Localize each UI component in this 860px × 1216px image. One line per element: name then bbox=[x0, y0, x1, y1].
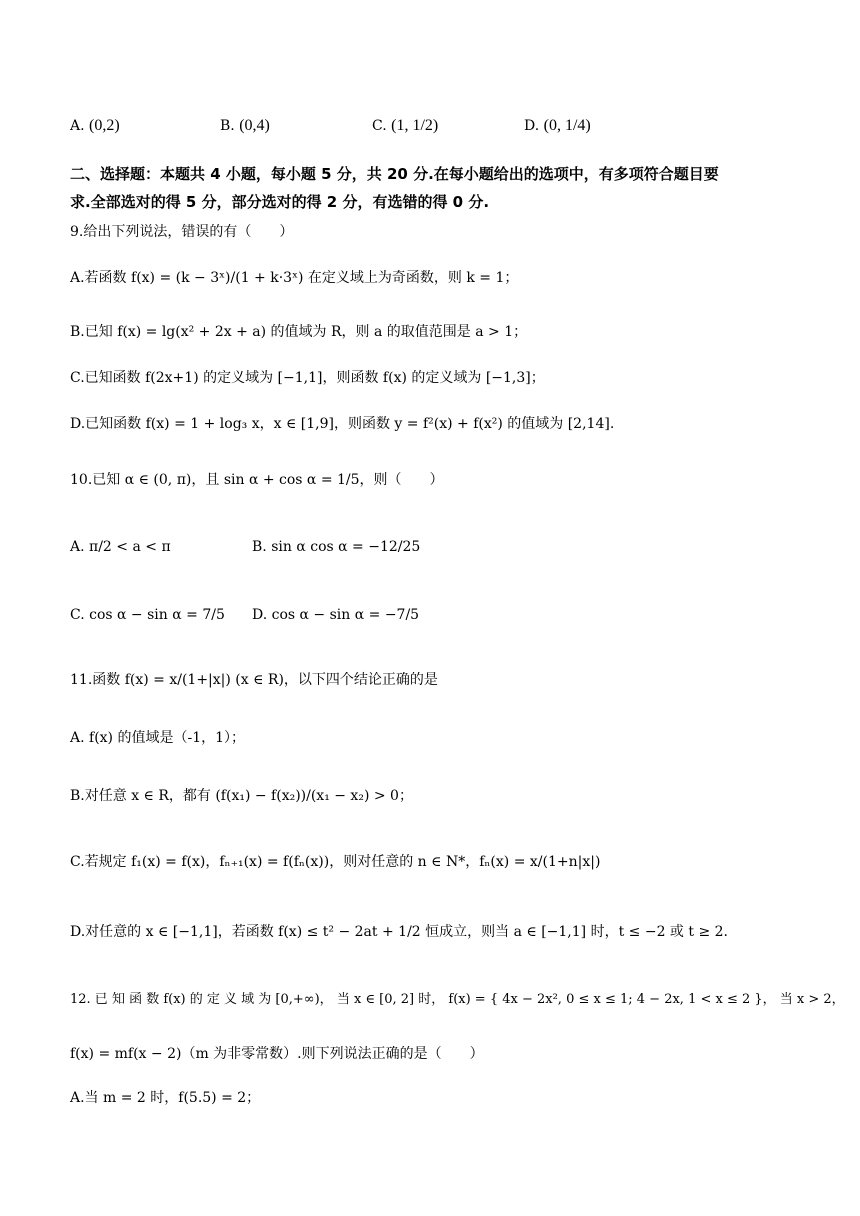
prev-option bbox=[70, 116, 120, 136]
q10-stem: 10.已知 α ∈ (0, π)，且 sin α + cos α = 1/5，则（ ） bbox=[70, 472, 444, 488]
option-value: (0, 1/4) bbox=[543, 117, 591, 134]
q12-stem-2: f(x) = mf(x − 2)（m 为非零常数）.则下列说法正确的是（ ） bbox=[70, 1046, 484, 1062]
prev-option bbox=[220, 116, 270, 136]
prev-option bbox=[372, 116, 438, 136]
option-value: (1, 1/2) bbox=[391, 117, 439, 134]
q11-option-b: B.对任意 x ∈ R，都有 (f(x₁) − f(x₂))/(x₁ − x₂) > 0； bbox=[70, 788, 413, 804]
q12-option-a: A.当 m = 2 时，f(5.5) = 2； bbox=[70, 1090, 261, 1106]
option-label: C. bbox=[372, 118, 392, 134]
q10-option-c: C. cos α − sin α = 7/5 bbox=[70, 607, 225, 623]
option-value: (0,2) bbox=[89, 117, 120, 134]
q10-option-b: B. sin α cos α = −12/25 bbox=[252, 539, 421, 555]
q9-option-b: B.已知 f(x) = lg(x² + 2x + a) 的值域为 R，则 a 的取值范围是 a > 1； bbox=[70, 324, 528, 340]
q11-stem: 11.函数 f(x) = x/(1+|x|) (x ∈ R)，以下四个结论正确的是 bbox=[70, 672, 438, 688]
q12-stem: 12. 已 知 函 数 f(x) 的 定 义 域 为 [0,+∞)， 当 x ∈ [0, 2] 时， f(x) = { 4x − 2x², 0 ≤ x ≤ 1; 4 − 2x, 1 < x ≤ 2 }， 当 x > 2， bbox=[70, 992, 845, 1007]
q9-option-d: D.已知函数 f(x) = 1 + log₃ x，x ∈ [1,9]，则函数 y = f²(x) + f(x²) 的值域为 [2,14]. bbox=[70, 416, 615, 432]
q9-option-c: C.已知函数 f(2x+1) 的定义域为 [−1,1]，则函数 f(x) 的定义域为 [−1,3]； bbox=[70, 370, 545, 386]
prev-option bbox=[524, 116, 591, 136]
q11-option-c: C.若规定 f₁(x) = f(x)，fₙ₊₁(x) = f(fₙ(x))，则对任意的 n ∈ N*，fₙ(x) = x/(1+n|x|) bbox=[70, 854, 601, 870]
q10-option-d: D. cos α − sin α = −7/5 bbox=[252, 607, 420, 623]
option-value: (0,4) bbox=[239, 117, 270, 134]
option-label: B. bbox=[220, 118, 240, 134]
q10-option-a: A. π/2 < a < π bbox=[70, 539, 171, 555]
section-heading-line1: 二、选择题：本题共 4 小题，每小题 5 分，共 20 分.在每小题给出的选项中，有多项符合题目要 bbox=[70, 165, 719, 183]
option-label: A. bbox=[70, 118, 90, 134]
q11-option-d: D.对任意的 x ∈ [−1,1]，若函数 f(x) ≤ t² − 2at + 1/2 恒成立，则当 a ∈ [−1,1] 时，t ≤ −2 或 t ≥ 2. bbox=[70, 924, 728, 940]
section-heading-line2: 求.全部选对的得 5 分，部分选对的得 2 分，有选错的得 0 分. bbox=[70, 193, 490, 211]
option-label: D. bbox=[524, 118, 544, 134]
q9-option-a: A.若函数 f(x) = (k − 3ˣ)/(1 + k·3ˣ) 在定义域上为奇函数，则 k = 1； bbox=[70, 270, 519, 286]
q9-stem: 9.给出下列说法，错误的有（ ） bbox=[70, 224, 294, 240]
q11-option-a: A. f(x) 的值域是（-1，1）； bbox=[70, 730, 246, 746]
